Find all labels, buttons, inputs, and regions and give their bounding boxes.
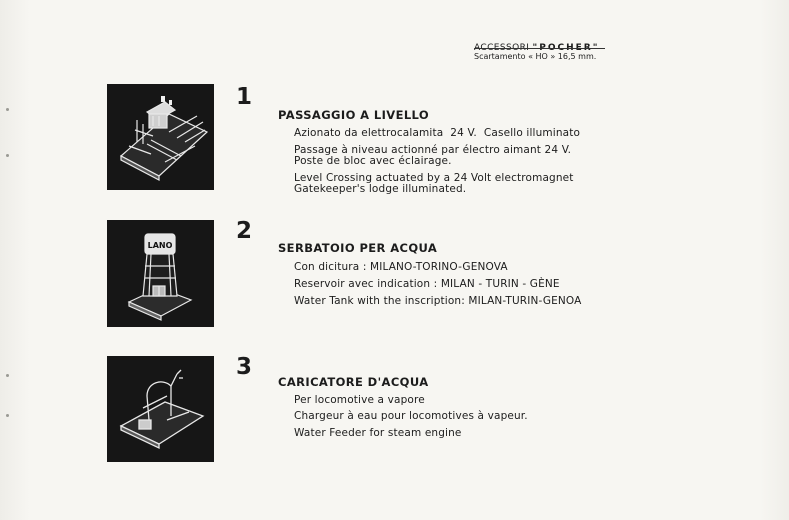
water-feeder-illustration xyxy=(107,356,214,462)
item-description-it: Azionato da elettrocalamita 24 V. Casello illuminato xyxy=(294,127,581,139)
header-subtitle: Scartamento « HO » 16,5 mm. xyxy=(474,52,597,61)
item-description-fr: Passage à niveau actionné par électro aimant 24 V. Poste de bloc avec éclairage. xyxy=(294,144,572,167)
page-header xyxy=(474,35,600,61)
item-description-en: Water Tank with the inscription: MILAN-TURIN-GENOA xyxy=(294,295,582,307)
item-description-fr: Chargeur à eau pour locomotives à vapeur. xyxy=(294,410,528,422)
item-description-en: Level Crossing actuated by a 24 Volt electromagnet Gatekeeper's lodge illuminated. xyxy=(294,172,574,195)
header-brand: "POCHER" xyxy=(532,43,600,53)
header-underline xyxy=(474,48,605,49)
level-crossing-illustration xyxy=(107,84,214,190)
header-title-prefix: ACCESSORI xyxy=(474,43,530,53)
water-tank-drawing xyxy=(107,220,214,327)
item-title: PASSAGGIO A LIVELLO xyxy=(278,108,430,122)
item-number: 3 xyxy=(236,354,253,380)
water-tank-inscription: LANO xyxy=(147,241,173,250)
item-title: SERBATOIO PER ACQUA xyxy=(278,241,438,255)
item-description-fr: Reservoir avec indication : MILAN - TURIN - GÈNE xyxy=(294,278,560,290)
water-feeder-drawing xyxy=(107,356,214,462)
water-tank-illustration xyxy=(107,220,214,327)
item-title: CARICATORE D'ACQUA xyxy=(278,375,429,389)
item-description-it: Per locomotive a vapore xyxy=(294,394,425,406)
item-number: 2 xyxy=(236,218,253,244)
item-description-it: Con dicitura : MILANO-TORINO-GENOVA xyxy=(294,261,508,273)
item-description-en: Water Feeder for steam engine xyxy=(294,427,462,439)
level-crossing-drawing xyxy=(107,84,214,190)
item-number: 1 xyxy=(236,84,253,110)
